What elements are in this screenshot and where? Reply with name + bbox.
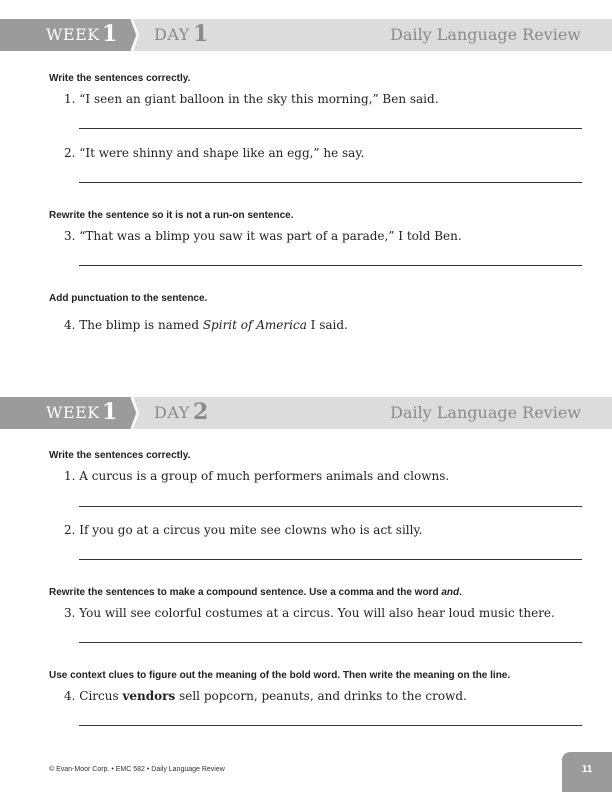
answer-line[interactable] — [79, 642, 582, 643]
item-text: 4. The blimp is named — [64, 318, 203, 332]
week-tab-divider — [132, 19, 142, 51]
answer-line[interactable] — [79, 725, 582, 726]
item-text: I said. — [306, 318, 348, 332]
instruction-text: . — [459, 587, 462, 598]
day1-item-2: 2. “It were shinny and shape like an egg,” he say. — [64, 146, 365, 160]
week-label: WEEK — [46, 403, 100, 422]
day1-instruction-1: Write the sentences correctly. — [49, 73, 191, 84]
italic-name: Spirit of America — [202, 318, 307, 332]
week-number: 1 — [102, 21, 118, 47]
day2-item-1: 1. A curcus is a group of much performers animals and clowns. — [64, 469, 450, 483]
item-text: sell popcorn, peanuts, and drinks to the crowd. — [175, 689, 467, 703]
day1-instruction-2: Rewrite the sentence so it is not a run-on sentence. — [49, 210, 294, 221]
banner-title: Daily Language Review — [390, 25, 581, 44]
footer-copyright: © Evan-Moor Corp. • EMC 582 • Daily Language Review — [49, 766, 225, 773]
day-number: 1 — [193, 21, 209, 47]
page-number-tab — [562, 752, 612, 792]
day2-item-2: 2. If you go at a circus you mite see clowns who is act silly. — [64, 523, 423, 537]
day1-item-4 — [64, 318, 348, 332]
day1-item-1: 1. “I seen an giant balloon in the sky this morning,” Ben said. — [64, 92, 439, 106]
day2-instruction-2 — [49, 587, 462, 598]
day-number: 2 — [193, 399, 209, 425]
bold-word: and — [441, 587, 460, 598]
answer-line[interactable] — [79, 559, 582, 560]
instruction-text: Rewrite the sentences to make a compound sentence. Use a comma and the word — [49, 587, 442, 598]
day1-item-3: 3. “That was a blimp you saw it was part of a parade,” I told Ben. — [64, 229, 462, 243]
bold-word: vendors — [122, 689, 176, 703]
day2-item-3: 3. You will see colorful costumes at a circus. You will also hear loud music there. — [64, 606, 555, 620]
week-tab-divider — [132, 397, 142, 429]
day-label: DAY — [154, 25, 190, 44]
week-number: 1 — [102, 399, 118, 425]
day1-header-banner — [0, 19, 612, 51]
day-label: DAY — [154, 403, 190, 422]
answer-line[interactable] — [79, 265, 582, 266]
day2-instruction-1: Write the sentences correctly. — [49, 450, 191, 461]
week-label: WEEK — [46, 25, 100, 44]
day2-instruction-3: Use context clues to figure out the meaning of the bold word. Then write the meaning on the line. — [49, 670, 511, 681]
page-number: 11 — [581, 764, 593, 775]
day2-item-4 — [64, 689, 467, 703]
banner-title: Daily Language Review — [390, 403, 581, 422]
answer-line[interactable] — [79, 506, 582, 507]
day2-header-banner — [0, 397, 612, 429]
answer-line[interactable] — [79, 182, 582, 183]
answer-line[interactable] — [79, 128, 582, 129]
day1-instruction-3: Add punctuation to the sentence. — [49, 293, 208, 304]
item-text: 4. Circus — [64, 689, 123, 703]
